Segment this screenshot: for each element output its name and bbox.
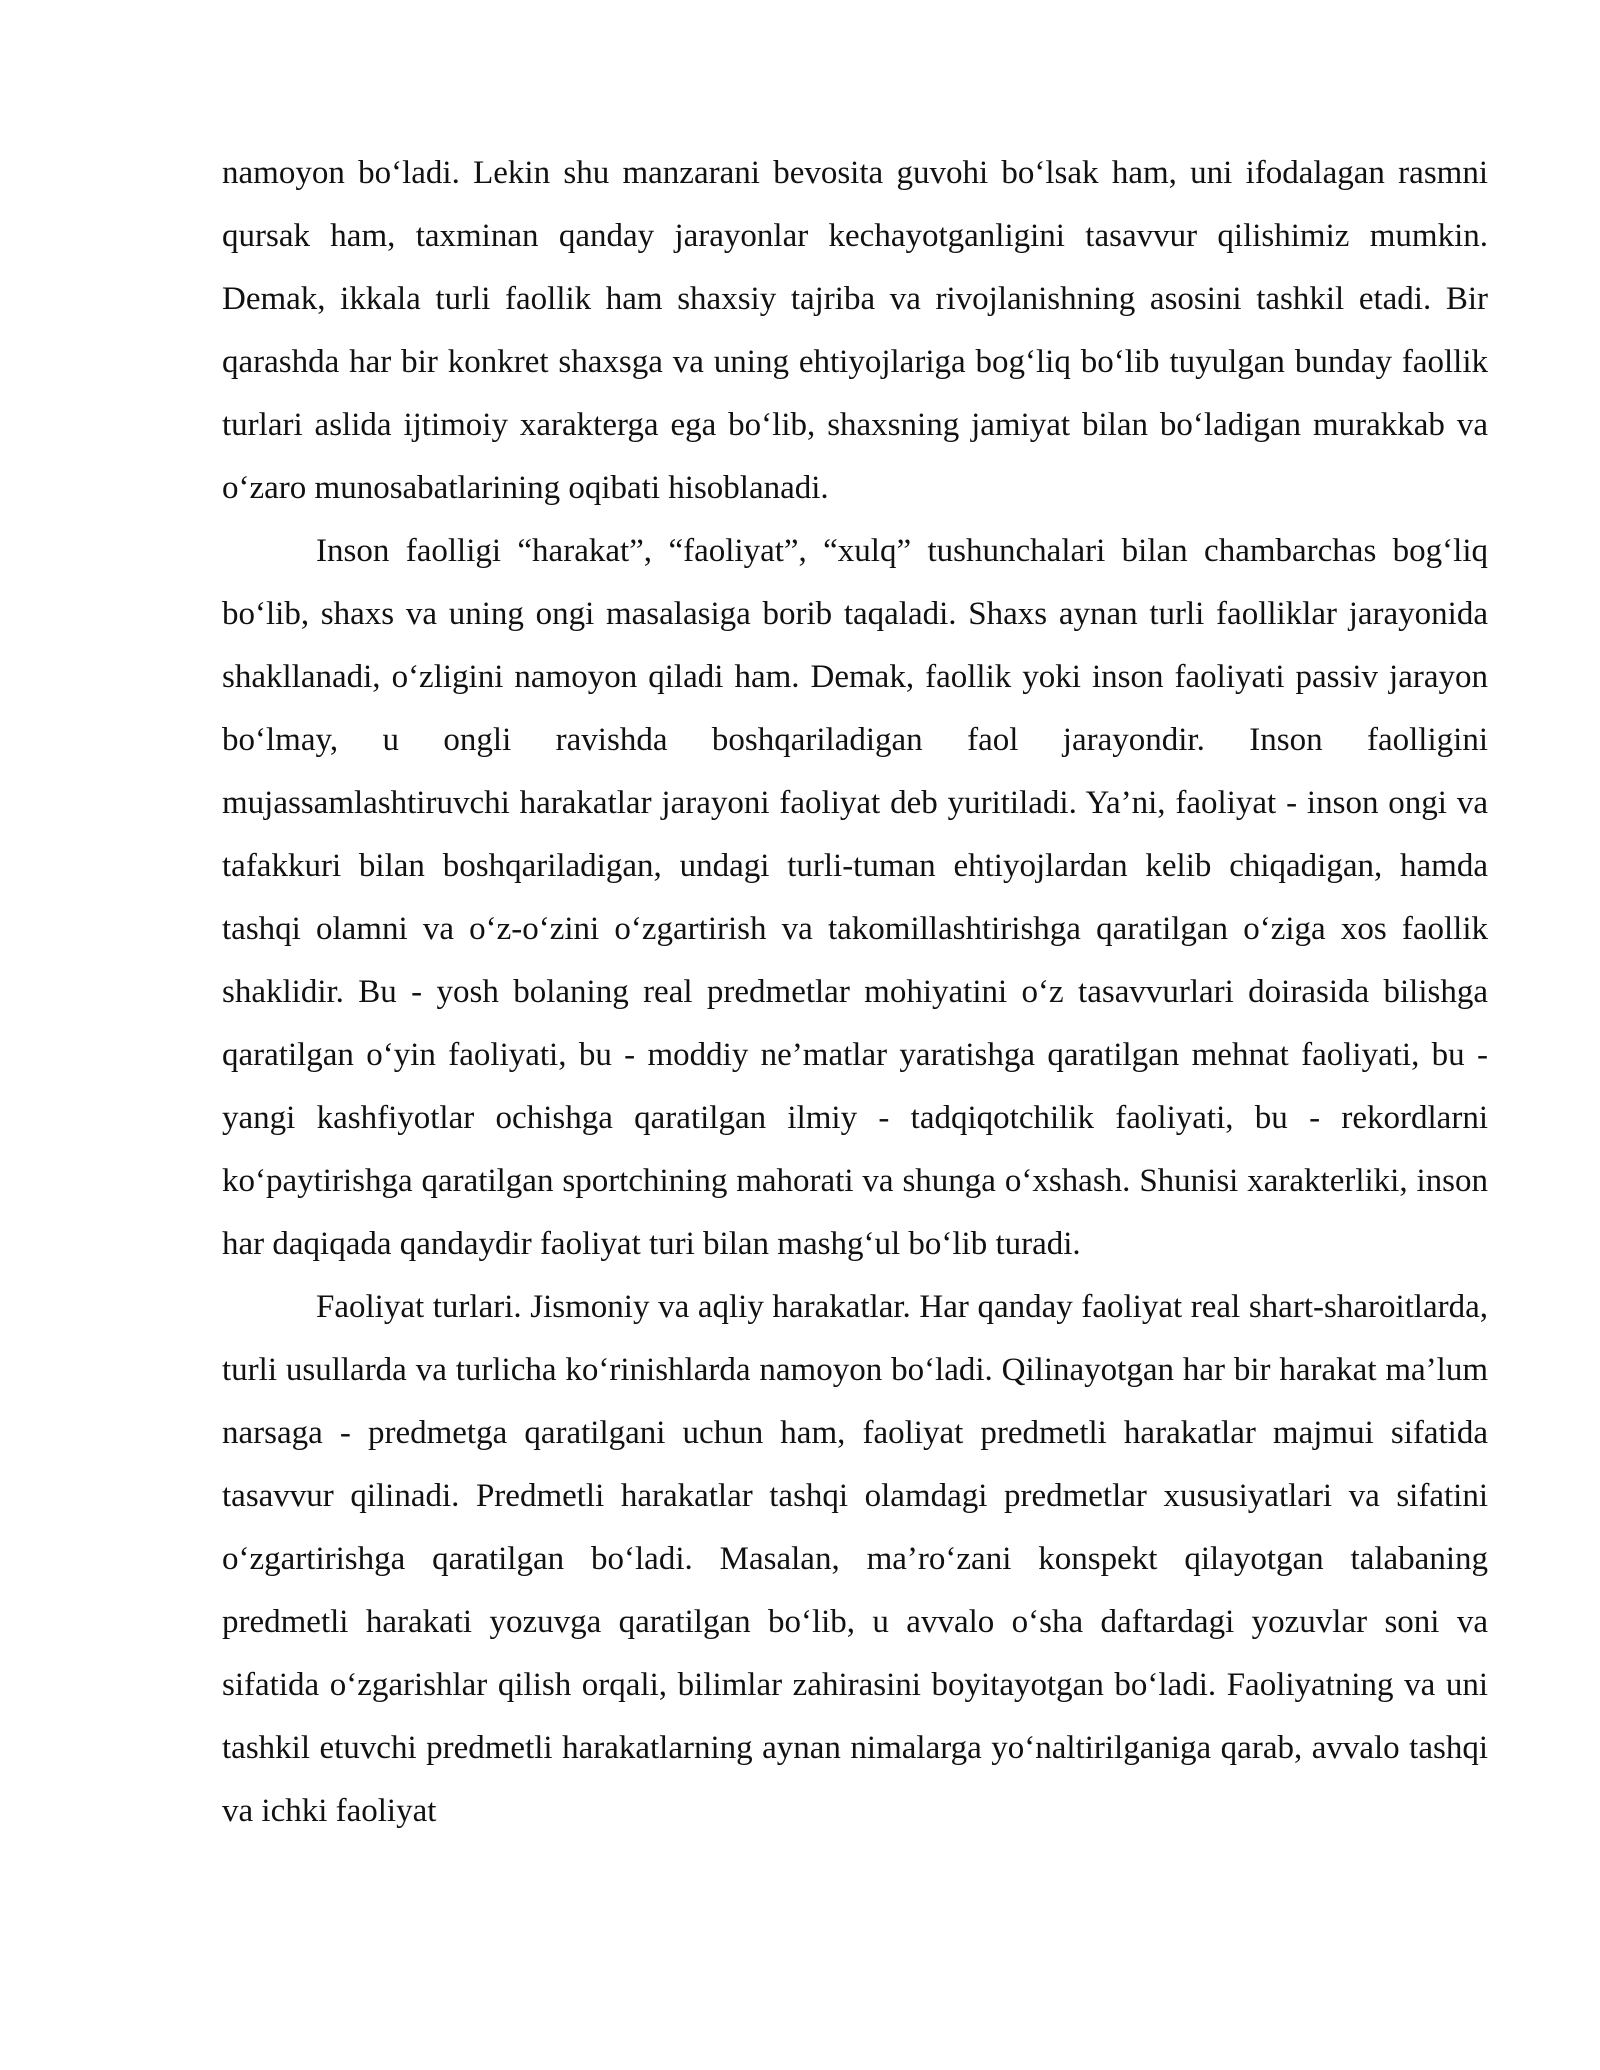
document-body: [222, 142, 1488, 1843]
paragraph-1: namoyon bo‘ladi. Lekin shu manzarani bevosita guvohi bo‘lsak ham, uni ifodalagan rasmni qursak ham, taxminan qanday jarayonlar kechayotganligini tasavvur qilishimiz mumkin. Demak, ikkala turli faollik ham shaxsiy tajriba va rivojlanishning asosini tashkil etadi. Bir qarashda har bir konkret shaxsga va uning ehtiyojlariga bog‘liq bo‘lib tuyulgan bunday faollik turlari aslida ijtimoiy xarakterga ega bo‘lib, shaxsning jamiyat bilan bo‘ladigan murakkab va o‘zaro munosabatlarining oqibati hisoblanadi.: [222, 155, 1488, 506]
paragraph-2: Inson faolligi “harakat”, “faoliyat”, “xulq” tushunchalari bilan chambarchas bog‘liq bo‘lib, shaxs va uning ongi masalasiga borib taqaladi. Shaxs aynan turli faolliklar jarayonida shakllanadi, o‘zligini namoyon qiladi ham. Demak, faollik yoki inson faoliyati passiv jarayon bo‘lmay, u ongli ravishda boshqariladigan faol jarayondir. Inson faolligini mujassamlashtiruvchi harakatlar jarayoni faoliyat deb yuritiladi. Ya’ni, faoliyat - inson ongi va tafakkuri bilan boshqariladigan, undagi turli-tuman ehtiyojlardan kelib chiqadigan, hamda tashqi olamni va o‘z-o‘zini o‘zgartirish va takomillashtirishga qaratilgan o‘ziga xos faollik shaklidir. Bu - yosh bolaning real predmetlar mohiyatini o‘z tasavvurlari doirasida bilishga qaratilgan o‘yin faoliyati, bu - moddiy ne’matlar yaratishga qaratilgan mehnat faoliyati, bu - yangi kashfiyotlar ochishga qaratilgan ilmiy - tadqiqotchilik faoliyati, bu - rekordlarni ko‘paytirishga qaratilgan sportchining mahorati va shunga o‘xshash. Shunisi xarakterliki, inson har daqiqada qandaydir faoliyat turi bilan mashg‘ul bo‘lib turadi.: [222, 533, 1488, 1262]
paragraph-3: Faoliyat turlari. Jismoniy va aqliy harakatlar. Har qanday faoliyat real shart-sharoitlarda, turli usullarda va turlicha ko‘rinishlarda namoyon bo‘ladi. Qilinayotgan har bir harakat ma’lum narsaga - predmetga qaratilgani uchun ham, faoliyat predmetli harakatlar majmui sifatida tasavvur qilinadi. Predmetli harakatlar tashqi olamdagi predmetlar xususiyatlari va sifatini o‘zgartirishga qaratilgan bo‘ladi. Masalan, ma’ro‘zani konspekt qilayotgan talabaning predmetli harakati yozuvga qaratilgan bo‘lib, u avvalo o‘sha daftardagi yozuvlar soni va sifatida o‘zgarishlar qilish orqali, bilimlar zahirasini boyitayotgan bo‘ladi. Faoliyatning va uni tashkil etuvchi predmetli harakatlarning aynan nimalarga yo‘naltirilganiga qarab, avvalo tashqi va ichki faoliyat: [222, 1289, 1488, 1829]
